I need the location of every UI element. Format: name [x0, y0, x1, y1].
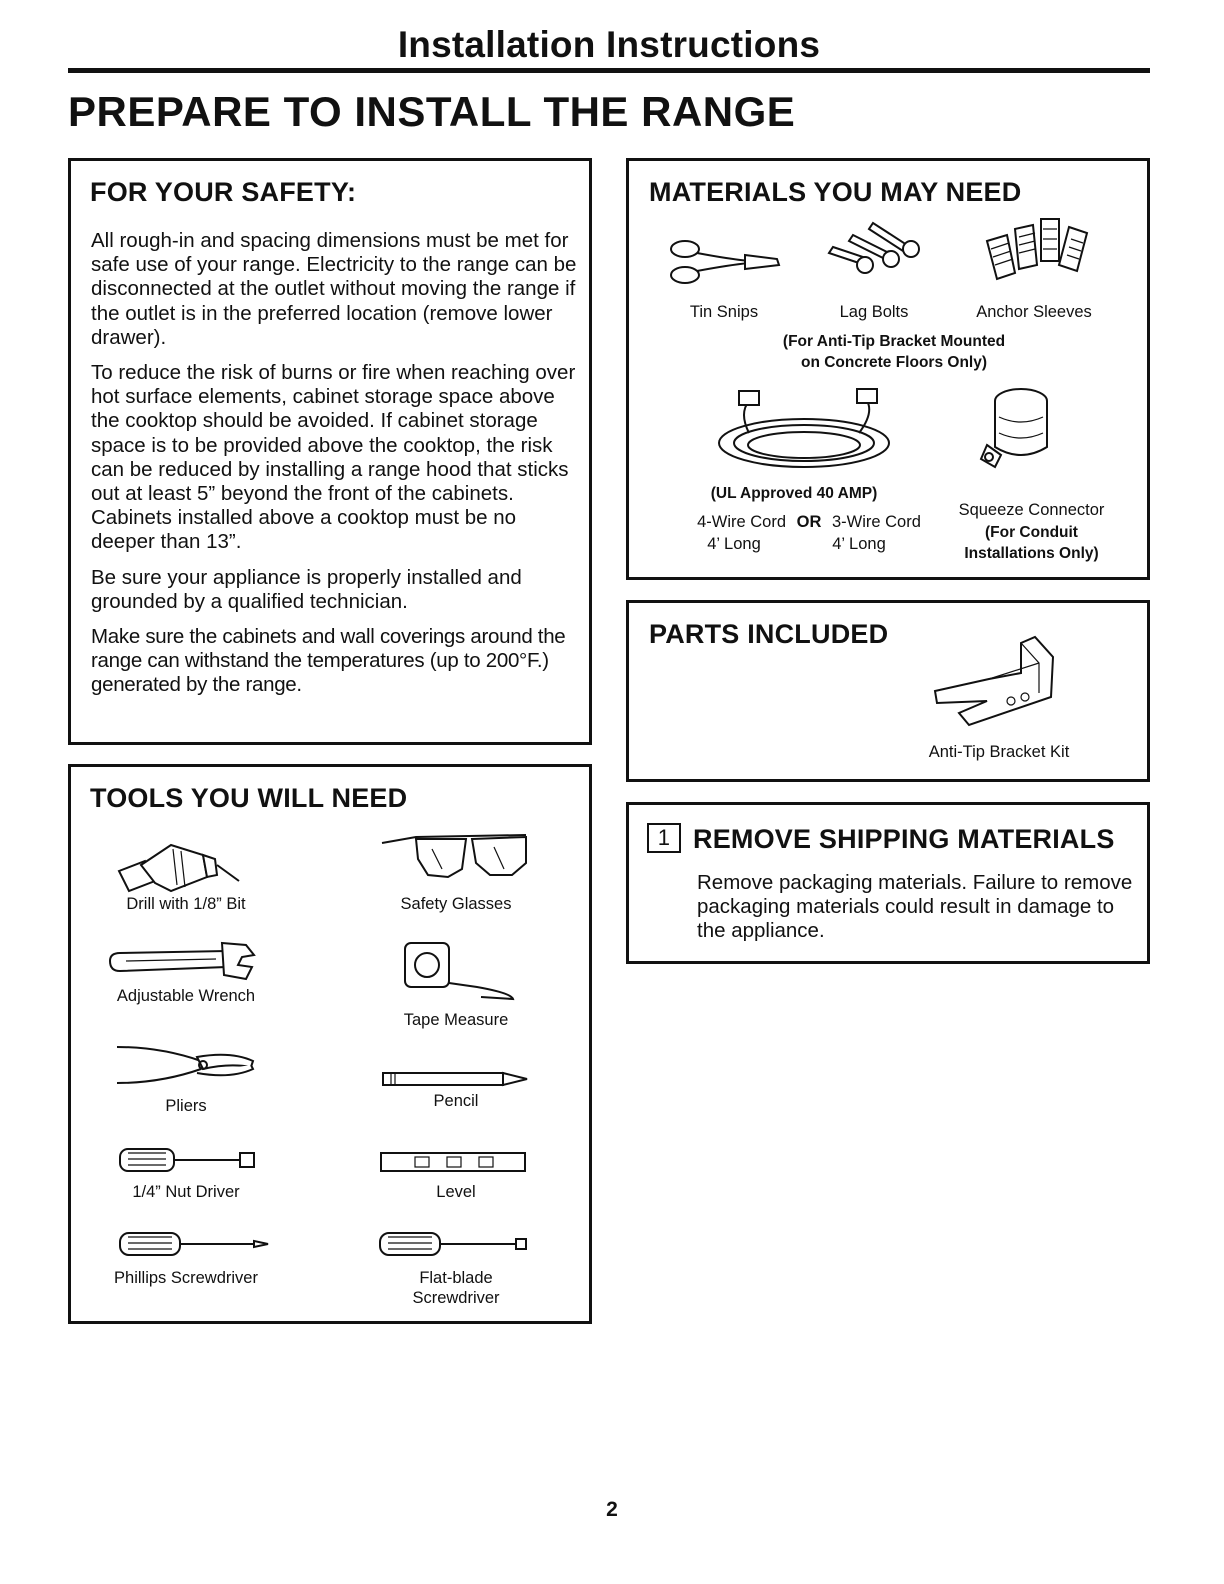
- remove-box: [626, 802, 1150, 964]
- cord-4-label: [659, 513, 959, 532]
- flat-blade-label: Flat-blade: [419, 1269, 493, 1287]
- level-label: Level: [436, 1183, 476, 1201]
- materials-box: [626, 158, 1150, 580]
- parts-title: PARTS INCLUDED: [649, 619, 889, 649]
- wrench-label: Adjustable Wrench: [116, 987, 256, 1005]
- tape-measure-label: Tape Measure: [403, 1011, 509, 1029]
- lag-bolts-label: Lag Bolts: [839, 303, 909, 321]
- safety-box: [68, 158, 592, 745]
- step-number: 1: [647, 823, 681, 853]
- flat-blade-screwdriver-icon: [376, 1229, 536, 1259]
- conduit-note: (For Conduit: [985, 524, 1078, 541]
- header-title: Installation Instructions: [397, 24, 821, 65]
- wrench-icon: [106, 939, 266, 989]
- flat-blade-label: Screwdriver: [412, 1289, 500, 1307]
- materials-title: MATERIALS YOU MAY NEED: [649, 177, 1022, 207]
- page-number: 2: [606, 1498, 618, 1521]
- safety-paragraph: All rough-in and spacing dimensions must be met for safe use of your range. Electricity to the range can be disconnected at the outlet without moving the range if the outlet is in the preferred location (remove lower drawer).: [91, 229, 577, 349]
- drill-label: Drill with 1/8” Bit: [126, 895, 246, 913]
- anti-tip-bracket-icon: [929, 633, 1069, 733]
- tools-title: TOOLS YOU WILL NEED: [90, 783, 408, 813]
- bracket-label: Anti-Tip Bracket Kit: [928, 743, 1070, 761]
- squeeze-connector-icon: [969, 383, 1069, 483]
- anchor-note: (For Anti-Tip Bracket Mounted: [782, 333, 1006, 350]
- phillips-label: Phillips Screwdriver: [114, 1269, 258, 1287]
- nut-driver-icon: [116, 1145, 266, 1175]
- remove-title-text: REMOVE SHIPPING MATERIALS: [693, 824, 1115, 854]
- remove-title: [647, 823, 1115, 855]
- anchor-sleeves-label: Anchor Sleeves: [976, 303, 1092, 321]
- nut-driver-label: 1/4” Nut Driver: [132, 1183, 240, 1201]
- power-cord-icon: [709, 383, 899, 483]
- drill-icon: [111, 825, 251, 905]
- tin-snips-icon: [669, 237, 789, 287]
- pliers-icon: [111, 1037, 261, 1097]
- safety-paragraph: Make sure the cabinets and wall coverings around the range can withstand the temperatures (up to 200°F.) generated by the range.: [91, 625, 566, 697]
- safety-glasses-label: Safety Glasses: [400, 895, 512, 913]
- squeeze-label: Squeeze Connector: [958, 501, 1105, 519]
- parts-box: [626, 600, 1150, 782]
- safety-glasses-icon: [376, 829, 546, 899]
- pliers-label: Pliers: [165, 1097, 207, 1115]
- cord-3-text: 3-Wire Cord: [831, 513, 921, 531]
- ul-label: (UL Approved 40 AMP): [710, 485, 878, 502]
- length-label: 4’ Long: [832, 535, 886, 553]
- cord-4-text: 4-Wire Cord: [697, 513, 787, 531]
- remove-text: Remove packaging materials. Failure to remove packaging materials could result in damage to the appliance.: [697, 871, 1133, 943]
- safety-title: FOR YOUR SAFETY:: [90, 177, 357, 207]
- tape-measure-icon: [401, 939, 531, 1009]
- level-icon: [379, 1151, 529, 1175]
- tin-snips-label: Tin Snips: [689, 303, 759, 321]
- or-text: OR: [796, 513, 822, 531]
- lag-bolts-icon: [819, 223, 929, 283]
- anchor-sleeves-icon: [979, 213, 1109, 283]
- phillips-screwdriver-icon: [116, 1229, 276, 1259]
- page-title: PREPARE TO INSTALL THE RANGE: [68, 88, 796, 135]
- pencil-label: Pencil: [433, 1092, 479, 1110]
- header-rule: [68, 68, 1150, 73]
- length-label: 4’ Long: [707, 535, 761, 553]
- safety-paragraph: Be sure your appliance is properly installed and grounded by a qualified technician.: [91, 565, 522, 613]
- tools-box: [68, 764, 592, 1324]
- safety-paragraph: To reduce the risk of burns or fire when reaching over hot surface elements, cabinet storage space above the cooktop should be avoided. If cabinet storage space is to be provided above the cooktop, the risk can be reduced by installing a range hood that sticks out at least 5” beyond the front of the cabinets. Cabinets installed above a cooktop must be no deeper than 13”.: [91, 361, 576, 554]
- safety-text: [91, 229, 581, 709]
- pencil-icon: [381, 1069, 531, 1089]
- anchor-note: on Concrete Floors Only): [800, 354, 987, 371]
- conduit-note: Installations Only): [964, 545, 1099, 562]
